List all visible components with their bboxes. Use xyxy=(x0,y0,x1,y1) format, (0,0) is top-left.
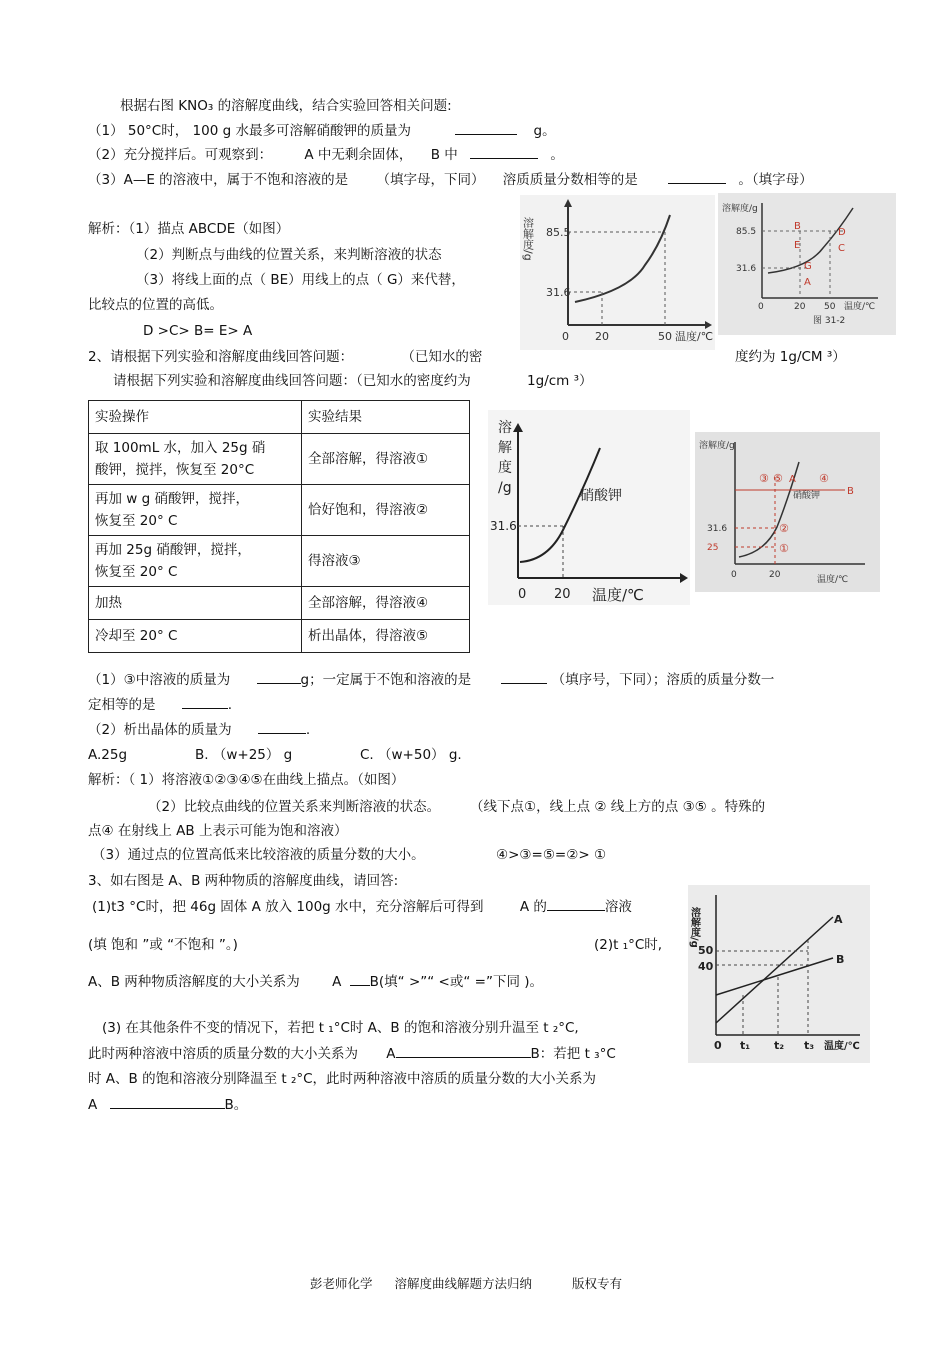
y-axis-label: 溶解度/g xyxy=(699,441,735,451)
q2-analysis-2a: （2）比较点曲线的位置关系来判断溶液的状态。 xyxy=(148,799,441,815)
answer-blank[interactable] xyxy=(182,696,228,709)
q2-option-a: A.25g xyxy=(88,747,128,763)
table-cell: 取 100mL 水，加入 25g 硝 酸钾，搅拌，恢复至 20°C xyxy=(89,434,302,485)
q1-analysis-1: 解析：（1）描点 ABCDE（如图） xyxy=(88,221,290,237)
q2-analysis-2b: （线下点①，线上点 ② 线上方的点 ③⑤ 。特殊的 xyxy=(470,799,766,815)
curve-label: 硝酸钾 xyxy=(580,488,622,504)
q2-title-2: 请根据下列实验和溶解度曲线回答问题：（已知水的密度约为 1g/cm ³） xyxy=(113,373,593,389)
q1-photo-chart xyxy=(718,193,896,335)
table-cell: 恰好饱和，得溶液② xyxy=(302,485,470,536)
q2-photo-chart xyxy=(695,432,880,592)
q3-title: 3、如右图是 A、B 两种物质的溶解度曲线，请回答: xyxy=(88,873,399,889)
q2-part1-cont: 定相等的是 . xyxy=(88,697,233,713)
series-label: B xyxy=(836,953,845,966)
x-tick-label: 0 xyxy=(714,1039,722,1052)
table-cell: 再加 w g 硝酸钾，搅拌， 恢复至 20° C xyxy=(89,485,302,536)
q1-analysis-3: （3）将线上面的点（ BE）用线上的点（ G）来代替， xyxy=(136,272,465,288)
point-label: B xyxy=(794,221,801,232)
x-axis-label: 温度/℃ xyxy=(675,330,714,343)
answer-blank[interactable] xyxy=(110,1096,225,1109)
footer-rights: 版权专有 xyxy=(572,1276,623,1291)
x-tick-label: 20 xyxy=(554,587,571,602)
q2-part2: （2）析出晶体的质量为 . xyxy=(88,722,311,738)
point-label: ② xyxy=(779,522,789,535)
answer-blank[interactable] xyxy=(350,973,370,986)
y-axis-label: 溶解度/g xyxy=(521,217,535,261)
q3-part2-start: (2)t ₁°C时, xyxy=(594,937,663,953)
q1-analysis-2: （2）判断点与曲线的位置关系，来判断溶液的状态 xyxy=(136,247,442,263)
x-axis-label: 温度/℃ xyxy=(817,575,849,585)
q3-part1-hint: (填 饱和 ”或 “不饱和 ”。) xyxy=(88,937,238,953)
table-row xyxy=(89,434,470,485)
q1-intro: 根据右图 KNO₃ 的溶解度曲线，结合实验回答相关问题: xyxy=(120,98,452,114)
table-header-row xyxy=(89,401,470,434)
point-label: G xyxy=(804,261,812,272)
q2-title-1-end: 度约为 1g/CM ³） xyxy=(735,349,846,365)
answer-blank[interactable] xyxy=(668,171,726,184)
q2-analysis-3: 点④ 在射线上 AB 上表示可能为饱和溶液） xyxy=(88,823,348,839)
y-tick-label: 31.6 xyxy=(736,264,757,274)
table-cell: 加热 xyxy=(89,587,302,620)
experiment-table xyxy=(88,400,470,653)
q2-option-c: C. （w+50） g. xyxy=(360,747,462,763)
y-tick-label: 31.6 xyxy=(490,519,517,533)
table-cell: 再加 25g 硝酸钾，搅拌， 恢复至 20° C xyxy=(89,536,302,587)
table-cell: 析出晶体，得溶液⑤ xyxy=(302,620,470,653)
y-tick-label: 50 xyxy=(698,944,714,957)
footer xyxy=(310,1275,622,1293)
y-axis-label: 溶 xyxy=(498,420,512,436)
point-label: ④ xyxy=(819,472,829,485)
x-axis-label: 温度/℃ xyxy=(592,586,644,604)
answer-blank[interactable] xyxy=(547,898,605,911)
y-axis-label: 溶解度/g xyxy=(722,204,758,214)
y-tick-label: 40 xyxy=(698,960,714,973)
table-row xyxy=(89,620,470,653)
x-tick-label: t₁ xyxy=(740,1039,751,1052)
x-tick-label: t₂ xyxy=(774,1039,785,1052)
answer-blank[interactable] xyxy=(258,721,306,734)
table-header: 实验结果 xyxy=(302,401,470,434)
y-axis-label: /g xyxy=(498,480,512,496)
point-label: A xyxy=(789,474,796,485)
curve-label: 硝酸钾 xyxy=(793,491,821,501)
x-tick-label: t₃ xyxy=(804,1039,815,1052)
table-header: 实验操作 xyxy=(89,401,302,434)
table-cell: 冷却至 20° C xyxy=(89,620,302,653)
q3-part3-cont: 此时两种溶液中溶质的质量分数的大小关系为 A B：若把 t ₃°C xyxy=(88,1046,616,1062)
y-axis-label: 度 xyxy=(498,460,512,476)
q1-part1: （1） 50°C时， 100 g 水最多可溶解硝酸钾的质量为 g。 xyxy=(88,123,556,139)
q1-analysis-4: 比较点的位置的高低。 xyxy=(88,297,223,313)
q2-solubility-chart xyxy=(488,410,690,605)
q2-analysis-1: 解析：（ 1）将溶液①②③④⑤在曲线上描点。（如图） xyxy=(88,772,405,788)
q2-part1: （1）③中溶液的质量为 g；一定属于不饱和溶液的是 （填序号，下同）；溶质的质量分数一 xyxy=(88,672,775,688)
q2-analysis-4b: ④>③=⑤=②> ① xyxy=(496,847,607,863)
table-cell: 全部溶解，得溶液④ xyxy=(302,587,470,620)
q2-title-1: 2、请根据下列实验和溶解度曲线回答问题： （已知水的密 xyxy=(88,349,483,365)
point-label: ① xyxy=(779,542,789,555)
q3-part3-end: A B。 xyxy=(88,1097,248,1113)
answer-blank[interactable] xyxy=(470,146,538,159)
q3-part2: A、B 两种物质溶解度的大小关系为 A B(填“ >”“ <或“ =”下同 )。 xyxy=(88,974,544,990)
q3-part1: (1)t3 °C时，把 46g 固体 A 放入 100g 水中，充分溶解后可得到 A 的 溶液 xyxy=(92,899,632,915)
q3-part3-cont2: 时 A、B 的饱和溶液分别降温至 t ₂°C，此时两种溶液中溶质的质量分数的大小关系为 xyxy=(88,1071,597,1087)
point-label: C xyxy=(838,243,845,254)
x-tick-label: 0 xyxy=(731,570,737,580)
series-label: A xyxy=(834,913,843,926)
x-tick-label: 50 xyxy=(658,330,672,343)
point-label: ③ xyxy=(759,472,769,485)
y-tick-label: 25 xyxy=(707,543,719,553)
y-tick-label: 31.6 xyxy=(546,286,571,299)
q3-photo-chart xyxy=(688,885,870,1063)
table-row xyxy=(89,485,470,536)
q1-analysis-5: D >C> B= E> A xyxy=(143,323,253,339)
q2-option-b: B. （w+25） g xyxy=(195,747,293,763)
footer-title: 溶解度曲线解题方法归纳 xyxy=(394,1276,533,1291)
table-cell: 全部溶解，得溶液① xyxy=(302,434,470,485)
x-axis-label: 温度/℃ xyxy=(844,302,876,312)
answer-blank[interactable] xyxy=(501,671,547,684)
q1-part2: （2）充分搅拌后。可观察到： A 中无剩余固体， B 中 。 xyxy=(88,147,564,163)
table-row xyxy=(89,587,470,620)
table-row xyxy=(89,536,470,587)
q3-part3: (3) 在其他条件不变的情况下，若把 t ₁°C时 A、B 的饱和溶液分别升温至 t ₂°C, xyxy=(102,1020,579,1036)
x-tick-label: 0 xyxy=(562,330,569,343)
x-tick-label: 0 xyxy=(518,587,527,602)
answer-blank[interactable] xyxy=(396,1045,531,1058)
footer-author: 彭老师化学 xyxy=(310,1276,373,1291)
x-tick-label: 20 xyxy=(595,330,609,343)
x-tick-label: 50 xyxy=(824,302,836,312)
y-axis-label: 溶解度/g xyxy=(688,907,700,948)
x-axis-label: 温度/℃ xyxy=(824,1041,860,1052)
x-tick-label: 0 xyxy=(758,302,764,312)
q2-analysis-4a: （3）通过点的位置高低来比较溶液的质量分数的大小。 xyxy=(92,847,425,863)
point-label: D xyxy=(838,227,846,238)
x-tick-label: 20 xyxy=(794,302,806,312)
figure-caption: 图 31-2 xyxy=(813,316,846,326)
q1-solubility-chart xyxy=(520,195,715,350)
table-cell: 得溶液③ xyxy=(302,536,470,587)
q1-part3: （3）A—E 的溶液中，属于不饱和溶液的是 （填字母，下同） 溶质质量分数相等的是 。（填字母） xyxy=(88,172,813,188)
y-tick-label: 85.5 xyxy=(736,227,757,237)
answer-blank[interactable] xyxy=(455,122,517,135)
y-tick-label: 85.5 xyxy=(546,226,571,239)
point-label: A xyxy=(804,277,811,288)
x-tick-label: 20 xyxy=(769,570,781,580)
answer-blank[interactable] xyxy=(257,671,301,684)
point-label: ⑤ xyxy=(773,472,783,485)
point-label: B xyxy=(847,486,854,497)
point-label: E xyxy=(794,240,801,251)
y-axis-label: 解 xyxy=(498,440,512,456)
y-tick-label: 31.6 xyxy=(707,524,728,534)
